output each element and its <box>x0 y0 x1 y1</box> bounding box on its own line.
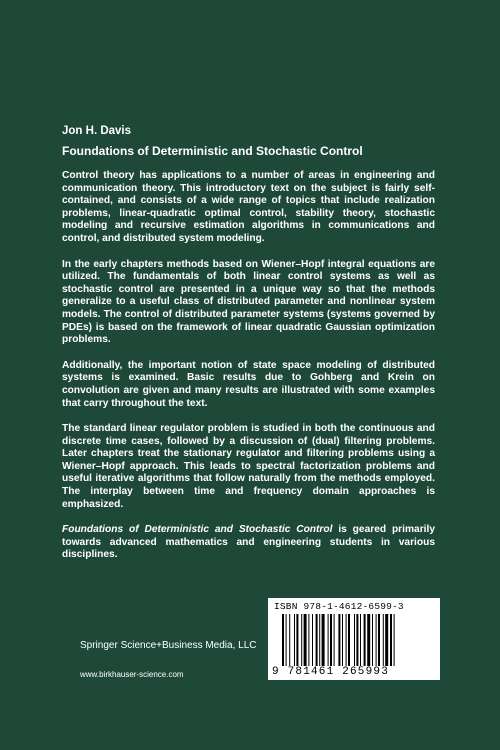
blurb-paragraph-5 <box>62 524 435 562</box>
barcode-bar <box>328 614 329 666</box>
isbn-barcode <box>268 598 440 680</box>
blurb-paragraph-2: In the early chapters methods based on Wiener–Hopf integral equations are utilized. The fundamentals of both linear control systems as well as stochastic control are presented in a unique way so that the methods generalize to a useful class of distributed parameter and nonlinear system models. The control of distributed parameter systems (systems governed by PDEs) is based on the framework of linear quadratic Gaussian optimization problems. <box>62 258 435 346</box>
barcode-bar <box>394 614 395 666</box>
barcode-bar <box>356 614 358 666</box>
blurb <box>62 170 435 575</box>
blurb-paragraph-3: Additionally, the important notion of state space modeling of distributed systems is examined. Basic results due to Gohberg and Krein on convolution are given and many results are illustrated with some examples that carry throughout the text. <box>62 359 435 409</box>
barcode-bar <box>342 614 343 666</box>
barcode-bar <box>376 614 377 666</box>
barcode-bar <box>301 614 302 666</box>
barcode-bar <box>385 614 388 666</box>
barcode-bar <box>319 614 320 666</box>
book-title: Foundations of Deterministic and Stochastic Control <box>62 144 363 158</box>
barcode-bar <box>364 614 366 666</box>
blurb-paragraph-1: Control theory has applications to a number of areas in engineering and communication theory. This introductory text on the subject is fairly self-contained, and consists of a wide range of topics that include realization problems, linear-quadratic optimal control, stability theory, stochastic modeling and recursive estimation algorithms in communications and control, and distributed system modeling. <box>62 170 435 244</box>
barcode-bar <box>378 614 380 666</box>
barcode-bar <box>334 614 335 666</box>
barcode-bar <box>346 614 347 666</box>
barcode-bars <box>282 614 432 666</box>
barcode-bar <box>294 614 295 666</box>
barcode-number: 9 781461 265993 <box>272 666 390 678</box>
barcode-bar <box>348 614 350 666</box>
barcode-bar <box>286 614 287 666</box>
barcode-bar <box>330 614 332 666</box>
barcode-bar <box>304 614 307 666</box>
barcode-bar <box>354 614 355 666</box>
barcode-bar <box>338 614 340 666</box>
closing-title: Foundations of Deterministic and Stochastic Control <box>62 524 333 536</box>
barcode-bar <box>322 614 325 666</box>
blurb-paragraph-4: The standard linear regulator problem is studied in both the continuous and discrete time cases, followed by a discussion of (dual) filtering problems. Later chapters treat the stationary regulator and filtering problems using a Wiener–Hopf approach. This leads to spectral factorization problems and useful iterative algorithms that follow naturally from the methods employed. The interplay between time and frequency domain approaches is emphasized. <box>62 423 435 510</box>
closing-text: is geared primarily towards advanced mathematics and engineering students in various disciplines. <box>62 524 435 561</box>
barcode-bar <box>390 614 392 666</box>
publisher-name: Springer Science+Business Media, LLC <box>80 640 257 651</box>
barcode-bar <box>296 614 298 666</box>
author-name: Jon H. Davis <box>62 125 132 137</box>
barcode-bar <box>312 614 313 666</box>
barcode-bar <box>282 614 284 666</box>
barcode-bar <box>372 614 373 666</box>
barcode-bar <box>316 614 318 666</box>
isbn-label: ISBN 978-1-4612-6599-3 <box>274 601 404 612</box>
barcode-bar <box>367 614 370 666</box>
barcode-bar <box>289 614 290 666</box>
barcode-bar <box>308 614 309 666</box>
barcode-bar <box>383 614 384 666</box>
barcode-bar <box>360 614 361 666</box>
publisher-url: www.birkhauser-science.com <box>80 670 184 679</box>
